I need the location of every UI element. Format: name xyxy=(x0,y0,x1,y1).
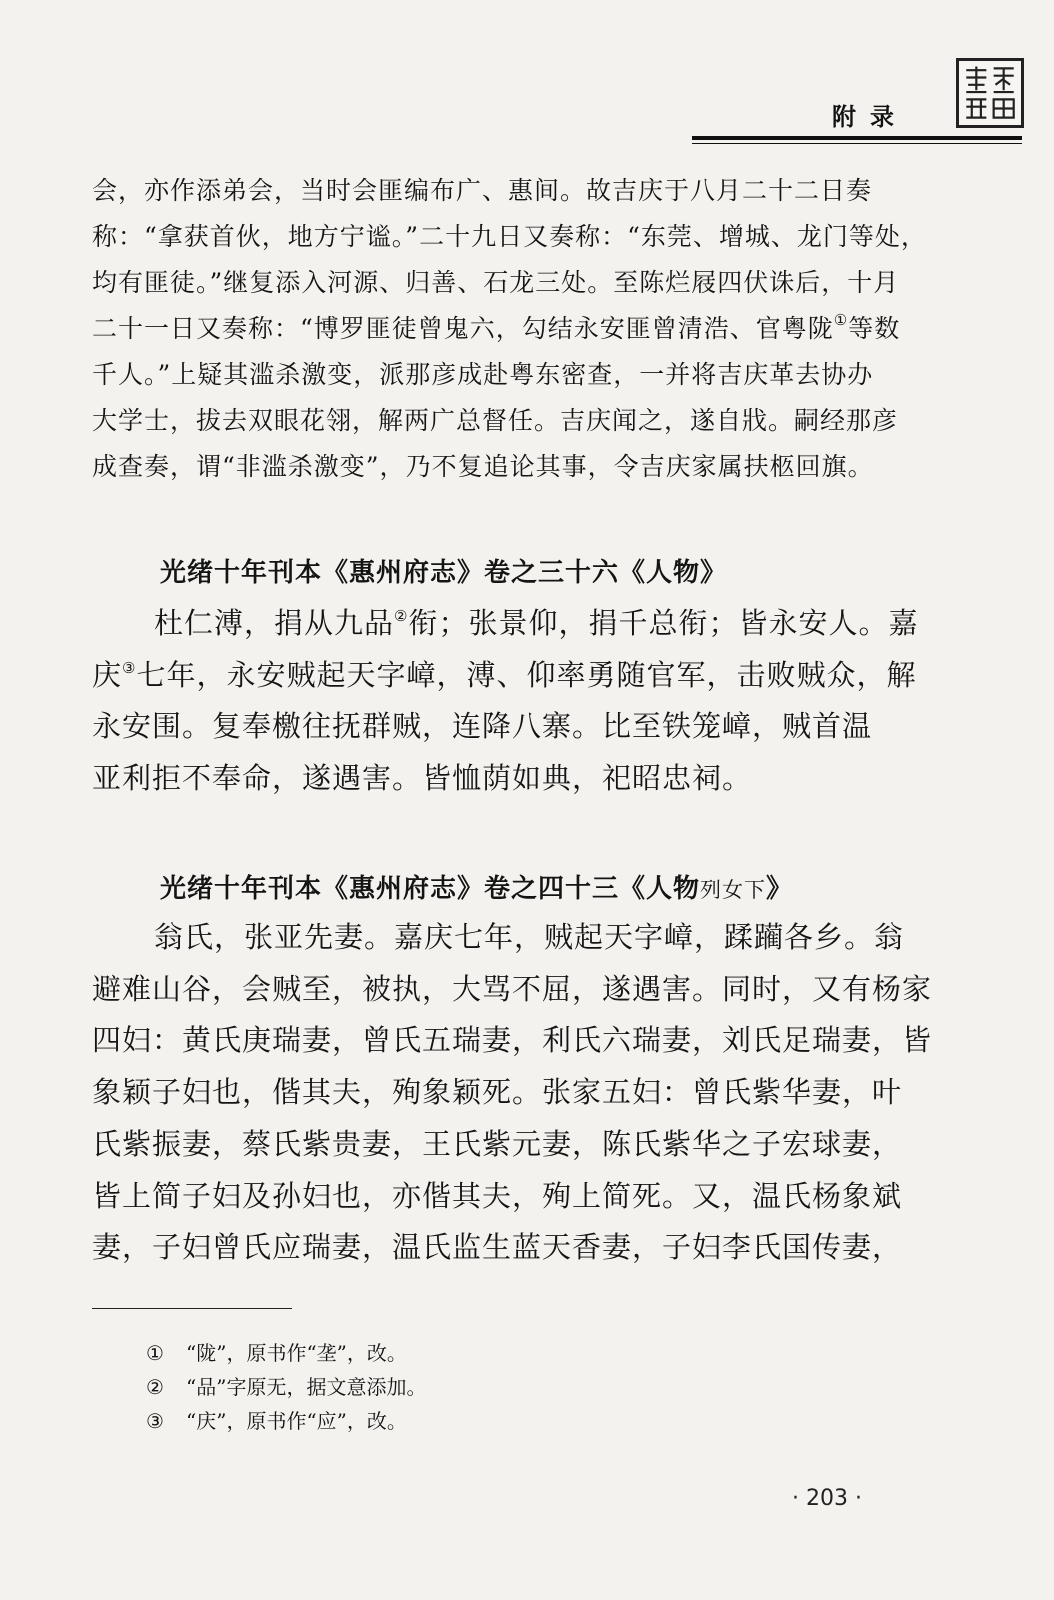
header-rule xyxy=(692,136,1022,140)
section-body xyxy=(92,598,922,805)
text-line: 会，亦作添弟会，当时会匪编布广、惠间。故吉庆于八月二十二日奏 xyxy=(92,176,873,205)
footnote: ① “陇”，原书作“垄”，改。 xyxy=(146,1341,407,1365)
text-line: 亚利拒不奉命，遂遇害。皆恤荫如典，祀昭忠祠。 xyxy=(92,761,753,796)
text-line: 永安围。复奉檄往抚群贼，连降八寨。比至铁笼嶂，贼首温 xyxy=(92,709,873,744)
footnote-ref[interactable]: ① xyxy=(833,311,849,329)
section-heading: 光绪十年刊本《惠州府志》卷之三十六《人物》 xyxy=(160,558,728,588)
section-heading: 光绪十年刊本《惠州府志》卷之四十三《人物列女下》 xyxy=(160,874,794,904)
running-header: 附录 xyxy=(832,103,908,131)
footnote-ref[interactable]: ② xyxy=(394,607,409,625)
text-line: 均有匪徒。”继复添入河源、归善、石龙三处。至陈烂屐四伏诛后，十月 xyxy=(92,268,900,297)
text-line: 翁氏，张亚先妻。嘉庆七年，贼起天字嶂，蹂躏各乡。翁 xyxy=(154,920,905,954)
footnote-rule xyxy=(92,1308,292,1309)
section-body xyxy=(92,912,933,1274)
text-line: 大学士，拔去双眼花翎，解两广总督任。吉庆闻之，遂自戕。嗣经那彦 xyxy=(92,406,899,435)
footnote: ③ “庆”，原书作“应”，改。 xyxy=(146,1409,407,1433)
text-line: 四妇：黄氏庚瑞妻，曾氏五瑞妻，利氏六瑞妻，刘氏足瑞妻，皆 xyxy=(92,1023,933,1058)
footnote: ② “品”字原无，据文意添加。 xyxy=(146,1375,427,1399)
header-rule-thin xyxy=(692,143,1022,144)
footnote-ref[interactable]: ③ xyxy=(122,658,137,677)
text-line: 成查奏，谓“非滥杀激变”，乃不复追论其事，令吉庆家属扶柩回旗。 xyxy=(92,452,874,481)
text-line: 避难山谷，会贼至，被执，大骂不屈，遂遇害。同时，又有杨家 xyxy=(92,971,933,1006)
seal-stamp-icon xyxy=(956,58,1024,128)
footnotes xyxy=(146,1336,426,1438)
text-line: 二十一日又奏称：“博罗匪徒曾鬼六，勾结永安匪曾清浩、官粤陇①等数 xyxy=(92,311,901,343)
text-line: 杜仁溥，捐从九品②衔；张景仰，捐千总衔；皆永安人。嘉 xyxy=(154,606,919,640)
text-line: 千人。”上疑其滥杀激变，派那彦成赴粤东密查，一并将吉庆革去协办 xyxy=(92,360,874,389)
text-line: 庆③七年，永安贼起天字嶂，溥、仰率勇随官军，击败贼众，解 xyxy=(92,657,917,692)
text-line: 妻，子妇曾氏应瑞妻，温氏监生蓝天香妻，子妇李氏国传妻， xyxy=(92,1230,903,1265)
page-number: · 203 · xyxy=(792,1486,862,1511)
text-line: 称：“拿获首伙，地方宁谧。”二十九日又奏称：“东莞、增城、龙门等处， xyxy=(92,222,927,251)
text-line: 皆上简子妇及孙妇也，亦偕其夫，殉上简死。又，温氏杨象斌 xyxy=(92,1178,903,1213)
text-line: 象颖子妇也，偕其夫，殉象颖死。张家五妇：曾氏紫华妻，叶 xyxy=(92,1075,903,1110)
text-line: 氏紫振妻，蔡氏紫贵妻，王氏紫元妻，陈氏紫华之子宏球妻， xyxy=(92,1126,903,1161)
paragraph-continued xyxy=(92,168,927,490)
